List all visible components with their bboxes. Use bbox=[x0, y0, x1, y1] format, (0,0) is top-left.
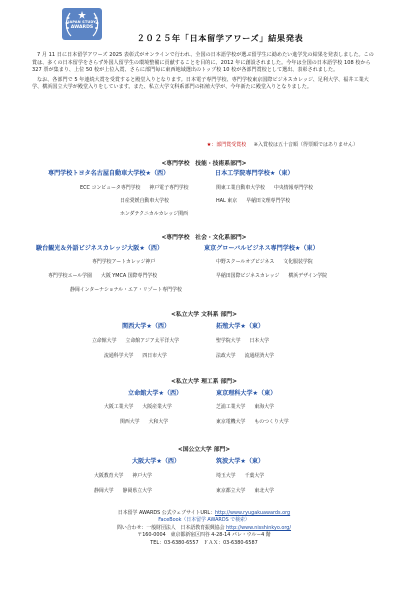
school-name: 法政大学 bbox=[216, 353, 236, 359]
school-name: 日本大学 bbox=[249, 338, 270, 344]
west-winner: 駿台観光＆外語ビジネスカレッジ大阪★（西） bbox=[36, 245, 164, 252]
school-name: 立命館大学 bbox=[92, 338, 117, 344]
school-row bbox=[216, 418, 298, 425]
school-name: 横浜デザイン学院 bbox=[288, 273, 328, 279]
logo-text-top: JAPAN STUDY bbox=[68, 20, 96, 24]
school-row bbox=[120, 210, 197, 217]
footer bbox=[0, 510, 408, 547]
school-row bbox=[70, 286, 191, 293]
website-link[interactable]: http://www.ryugakuawards.org bbox=[215, 510, 291, 516]
school-name: 芝浦工業大学 bbox=[216, 404, 246, 410]
east-winner: 東京グローバルビジネス専門学校★（東） bbox=[204, 245, 319, 252]
school-name: 専門学校エール学園 bbox=[48, 273, 92, 279]
school-name: 大阪産業大学 bbox=[142, 404, 172, 410]
school-name: 東京都立大学 bbox=[216, 488, 246, 494]
legend-note: ※入賞校は五十音順（得票順ではありません） bbox=[253, 142, 358, 148]
phone-line: TEL：03-6380-6557 ＦＡＸ：03-6380-6587 bbox=[150, 539, 258, 546]
school-name: 早稲田文理専門学校 bbox=[246, 198, 291, 204]
school-name: 神戸電子専門学校 bbox=[149, 185, 189, 191]
school-row bbox=[216, 403, 283, 410]
school-name: 日産愛媛自動車大学校 bbox=[120, 198, 169, 204]
school-name: 流通科学大学 bbox=[104, 353, 134, 359]
school-name: 静岡県立大学 bbox=[122, 488, 152, 494]
east-winner: 筑波大学★（東） bbox=[216, 458, 265, 465]
school-row bbox=[216, 272, 336, 279]
school-row bbox=[216, 487, 283, 494]
school-name: 埼玉大学 bbox=[216, 473, 236, 479]
east-winner: 日本工学院専門学校★（東） bbox=[215, 170, 294, 177]
section-heading: <私立大学 理工系 部門> bbox=[171, 379, 237, 385]
west-winner: 関西大学★（西） bbox=[122, 323, 171, 330]
school-name: 中野スクールオブビジネス bbox=[216, 259, 275, 265]
contact-label: 問い合わせ：一般財団法人 日本語教育振興協会 bbox=[116, 524, 225, 531]
school-name: 流通経済大学 bbox=[244, 353, 274, 359]
school-row bbox=[216, 184, 322, 191]
website-label: 日本留学 AWARDS 公式ウェブサイトURL： bbox=[117, 510, 215, 516]
school-row bbox=[92, 337, 188, 344]
school-name: 専門学校アートカレッジ神戸 bbox=[92, 259, 156, 265]
school-name: 立命館アジア太平洋大学 bbox=[125, 338, 180, 344]
school-name: 静岡大学 bbox=[94, 488, 114, 494]
school-name: 関東工業自動車大学校 bbox=[216, 185, 265, 191]
school-row bbox=[216, 258, 322, 265]
school-name: 東京電機大学 bbox=[216, 419, 246, 425]
school-name: 東北大学 bbox=[254, 488, 274, 494]
school-row bbox=[104, 352, 176, 359]
section-heading: <専門学校 技能・技術系部門> bbox=[161, 161, 247, 167]
school-name: 大阪教育大学 bbox=[94, 473, 124, 479]
west-winner: 専門学校トヨタ名古屋自動車大学校★（西） bbox=[48, 170, 170, 177]
school-row bbox=[48, 272, 166, 279]
school-name: 東海大学 bbox=[254, 404, 274, 410]
school-name: ものつくり大学 bbox=[254, 419, 289, 425]
school-name: 早稲田国際ビジネスカレッジ bbox=[216, 273, 280, 279]
school-name: 聖学院大学 bbox=[216, 338, 241, 344]
school-name: 神戸大学 bbox=[132, 473, 152, 479]
logo-text-bottom: AWARDS bbox=[70, 25, 94, 30]
school-row bbox=[80, 184, 198, 191]
west-winner: 大阪大学★（西） bbox=[132, 458, 181, 465]
school-name: 中央情報専門学校 bbox=[273, 185, 314, 191]
legend-mark: ★：部門賞受賞校 bbox=[206, 142, 247, 148]
contact-link[interactable]: http://www.nisshinkyo.org/ bbox=[226, 524, 292, 531]
east-winner: 拓殖大学★（東） bbox=[216, 323, 265, 330]
school-row bbox=[92, 258, 164, 265]
intro-text bbox=[32, 52, 374, 94]
school-row bbox=[104, 403, 181, 410]
school-row bbox=[216, 352, 283, 359]
school-row bbox=[94, 487, 161, 494]
east-winner: 東京理科大学★（東） bbox=[216, 390, 277, 397]
school-name: 静岡インターナショナル・エア・リゾート専門学校 bbox=[70, 287, 182, 293]
address-line: 〒160-0004 東京都新宿区四谷 4-28-14 パレ・ウルー4 階 bbox=[137, 532, 271, 539]
west-winner: 立命館大学★（西） bbox=[128, 390, 183, 397]
school-row bbox=[120, 418, 177, 425]
intro-paragraph-2: なお、各部門で 5 年連続大賞を受賞すると殿堂入りとなります。日本電子専門学校、専門学校東京国際ビジネスカレッジ、足利大学、福井工業大学、横浜国立大学が殿堂入りをしています。また、私立大学文科系部門の拓殖大学が、今年新たに殿堂入りとなりました。 bbox=[32, 76, 369, 91]
school-name: HAL 東京 bbox=[216, 198, 238, 204]
school-row bbox=[216, 337, 278, 344]
section-heading: <国公立大学 部門> bbox=[177, 447, 231, 453]
section-heading: <専門学校 社会・文化系部門> bbox=[161, 235, 247, 241]
intro-paragraph-1: 7 月 11 日に日本留学アワーズ 2025 表彰式がオンラインで行われ、全国の日本語学校が選ぶ留学生に勧めたい進学先の結果を発表しました。この賞は、多くの日本留学をさらず外国人留学生の環境整備に貢献することを目的に、2012 年に創設されました。今年は全国の日本語学校 108 校から 327 票が集まり、上位 50 校が上位入賞、さらに部門毎に東西地域選出のトップ校 10 校が各部門賞校として選出、表彰されました。 bbox=[32, 52, 374, 74]
facebook-link[interactable]: FaceBook（日本留学 AWARDS で検索） bbox=[158, 517, 250, 524]
school-row bbox=[216, 197, 299, 204]
section-heading: <私立大学 文科系 部門> bbox=[171, 312, 237, 318]
school-name: 文化服装学院 bbox=[283, 259, 313, 265]
school-name: ECC コンピュータ専門学校 bbox=[80, 185, 141, 191]
school-name: 大和大学 bbox=[148, 419, 169, 425]
school-row bbox=[94, 472, 161, 479]
page-title: ２０２５年「日本留学アワーズ」結果発表 bbox=[136, 33, 304, 43]
school-name: 四日市大学 bbox=[142, 353, 167, 359]
school-name: 大阪 YMCA 国際専門学校 bbox=[100, 273, 158, 279]
school-name: 千葉大学 bbox=[244, 473, 265, 479]
legend bbox=[207, 141, 358, 148]
school-name: 関西大学 bbox=[120, 419, 140, 425]
school-name: ホンダテクニカルカレッジ関西 bbox=[120, 211, 188, 217]
school-name: 大阪工業大学 bbox=[104, 404, 134, 410]
school-row bbox=[216, 472, 273, 479]
school-row bbox=[120, 197, 178, 204]
